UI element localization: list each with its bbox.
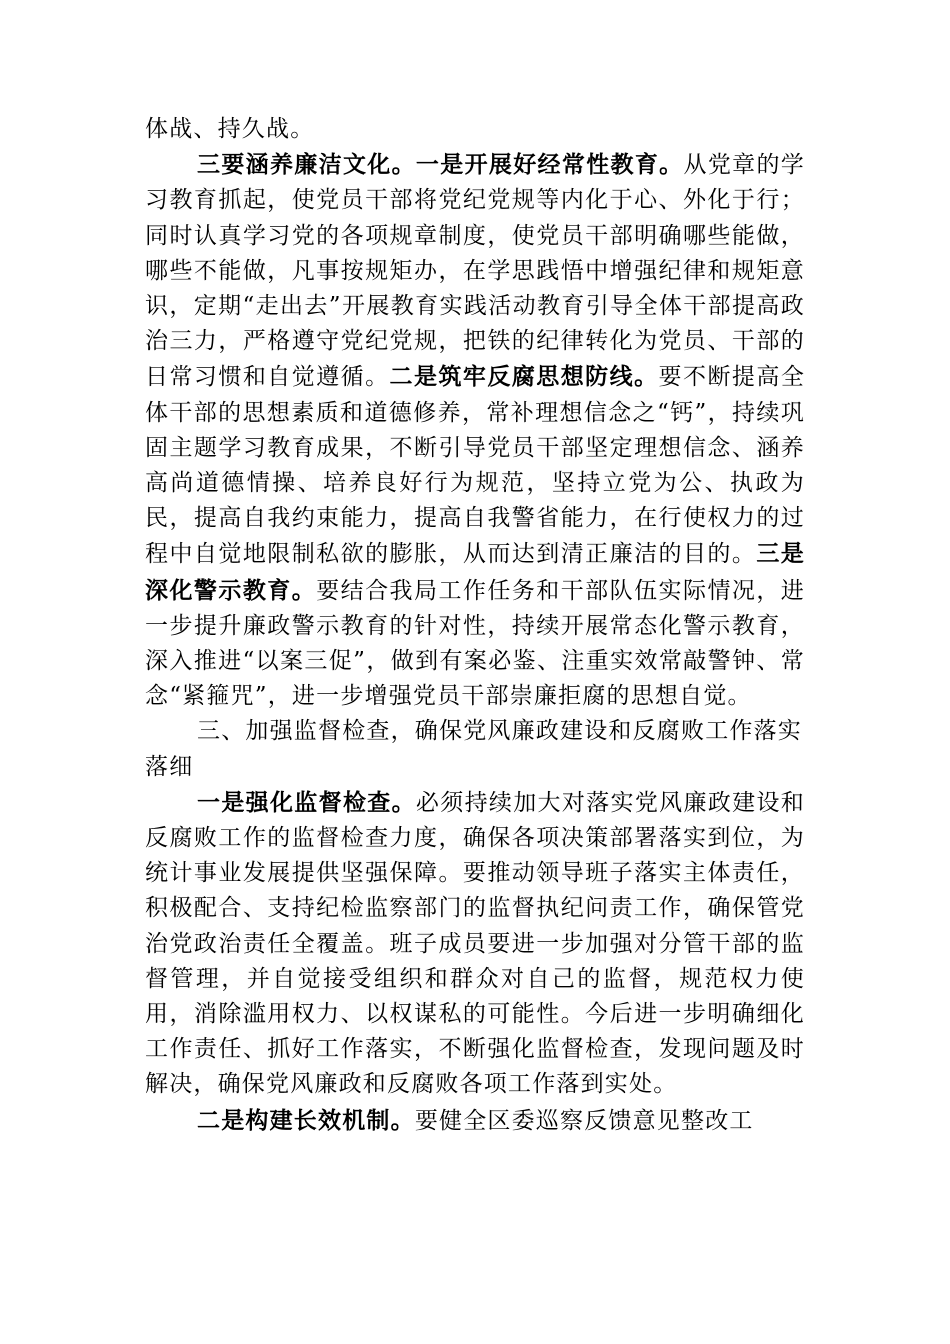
paragraph-supervision xyxy=(145,785,805,1103)
bold-lead-5: 一是强化监督检查。 xyxy=(197,788,416,816)
paragraph-text-1: 从党章的学习教育抓起，使党员干部将党纪党规等内化于心、外化于行；同时认真学习党的各项规章制度，使党员干部明确哪些能做，哪些不能做，凡事按规矩办，在学思践悟中增强纪律和规矩意识，定期“走出去”开展教育实践活动教育引导全体干部提高政治三力，严格遵守党纪党规，把铁的纪律转化为党员、干部的日常习惯和自觉遵循。 xyxy=(145,152,805,391)
section-heading-3: 三、加强监督检查，确保党风廉政建设和反腐败工作落实落细 xyxy=(145,718,802,780)
paragraph-mechanism xyxy=(145,1103,805,1139)
document-body xyxy=(145,112,805,1139)
paragraph-text-5: 要健全区委巡察反馈意见整改工 xyxy=(414,1107,754,1134)
bold-lead-1: 三要涵养廉洁文化。 xyxy=(197,151,416,179)
bold-lead-4: 三是深化警示教育。 xyxy=(145,540,805,604)
paragraph-text-4: 必须持续加大对落实党风廉政建设和反腐败工作的监督检查力度，确保各项决策部署落实到位，为统计事业发展提供坚强保障。要推动领导班子落实主体责任，积极配合、支持纪检监察部门的监督执纪问责工作，确保管党治党政治责任全覆盖。班子成员要进一步加强对分管干部的监督管理，并自觉接受组织和群众对自己的监督，规范权力使用，消除滥用权力、以权谋私的可能性。今后进一步明确细化工作责任、抓好工作落实，不断强化监督检查，发现问题及时解决，确保党风廉政和反腐败各项工作落到实处。 xyxy=(145,789,805,1098)
paragraph-clean-culture xyxy=(145,147,805,714)
bold-lead-2: 一是开展好经常性教育。 xyxy=(415,151,684,179)
bold-lead-6: 二是构建长效机制。 xyxy=(197,1106,415,1134)
bold-lead-3: 二是筑牢反腐思想防线。 xyxy=(389,363,659,391)
paragraph-continuation: 体战、持久战。 xyxy=(145,116,315,142)
paragraph-text-2: 要不断提高全体干部的思想素质和道德修养，常补理想信念之“钙”，持续巩固主题学习教育成果，不断引导党员干部坚定理想信念、涵养高尚道德情操、培养良好行为规范，坚持立党为公、执政为民，提高自我约束能力，提高自我警省能力，在行使权力的过程中自觉地限制私欲的膨胀，从而达到清正廉洁的目的。 xyxy=(145,364,806,568)
paragraph-text-3: 要结合我局工作任务和干部队伍实际情况，进一步提升廉政警示教育的针对性，持续开展常态化警示教育，深入推进“以案三促”，做到有案必鉴、注重实效常敲警钟、常念“紧箍咒”，进一步增强党员干部崇廉拒腐的思想自觉。 xyxy=(145,577,806,710)
